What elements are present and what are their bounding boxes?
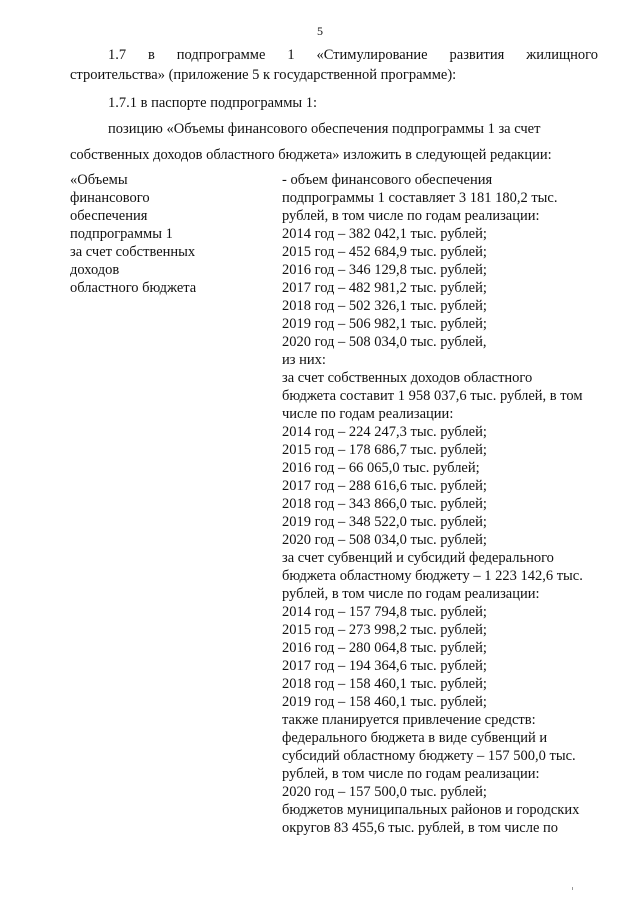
content-line: 2015 год – 452 684,9 тыс. рублей; — [282, 244, 487, 260]
content-line: 2016 год – 346 129,8 тыс. рублей; — [282, 262, 487, 278]
content-line: федерального бюджета в виде субвенций и — [282, 730, 548, 746]
label-line: подпрограммы 1 — [70, 226, 173, 242]
content-line: рублей, в том числе по годам реализации: — [282, 766, 540, 782]
content-line: бюджетов муниципальных районов и городских — [282, 802, 580, 818]
heading-word: в — [148, 47, 155, 63]
content-line: 2019 год – 348 522,0 тыс. рублей; — [282, 514, 487, 530]
scan-mark — [572, 887, 573, 890]
content-line: округов 83 455,6 тыс. рублей, в том числе по — [282, 820, 559, 836]
section-1-7-heading — [108, 46, 598, 64]
heading-word: «Стимулирование — [316, 47, 428, 63]
content-line: также планируется привлечение средств: — [282, 712, 536, 728]
content-line: 2020 год – 508 034,0 тыс. рублей; — [282, 532, 487, 548]
content-line: 2014 год – 157 794,8 тыс. рублей; — [282, 604, 487, 620]
page-number: 5 — [317, 24, 323, 38]
content-line: субсидий областному бюджету – 157 500,0 тыс. — [282, 748, 576, 764]
label-line: «Объемы — [70, 172, 128, 188]
content-line: 2020 год – 157 500,0 тыс. рублей; — [282, 784, 487, 800]
content-line: 2015 год – 178 686,7 тыс. рублей; — [282, 442, 487, 458]
heading-word: развития — [449, 47, 505, 63]
content-line: 2014 год – 382 042,1 тыс. рублей; — [282, 226, 487, 242]
content-line: 2018 год – 502 326,1 тыс. рублей; — [282, 298, 487, 314]
label-line: доходов — [70, 262, 120, 278]
content-line: 2020 год – 508 034,0 тыс. рублей, — [282, 334, 487, 350]
content-line: 2018 год – 343 866,0 тыс. рублей; — [282, 496, 487, 512]
content-line: - объем финансового обеспечения — [282, 172, 493, 188]
content-line: 2018 год – 158 460,1 тыс. рублей; — [282, 676, 487, 692]
content-line: рублей, в том числе по годам реализации: — [282, 586, 540, 602]
content-line: 2016 год – 66 065,0 тыс. рублей; — [282, 460, 480, 476]
content-line: 2014 год – 224 247,3 тыс. рублей; — [282, 424, 487, 440]
content-line: подпрограммы 1 составляет 3 181 180,2 тыс. — [282, 190, 558, 206]
section-1-7-1-heading: 1.7.1 в паспорте подпрограммы 1: — [108, 95, 318, 111]
label-line: областного бюджета — [70, 280, 197, 296]
content-line: бюджета составит 1 958 037,6 тыс. рублей, в том — [282, 388, 583, 404]
position-content — [282, 171, 612, 837]
content-line: за счет субвенций и субсидий федерального — [282, 550, 554, 566]
content-line: 2017 год – 194 364,6 тыс. рублей; — [282, 658, 487, 674]
section-1-7-continuation: строительства» (приложение 5 к государственной программе): — [70, 67, 457, 83]
position-label — [70, 171, 270, 297]
label-line: обеспечения — [70, 208, 148, 224]
content-line: из них: — [282, 352, 326, 368]
content-line: рублей, в том числе по годам реализации: — [282, 208, 540, 224]
content-line: 2019 год – 506 982,1 тыс. рублей; — [282, 316, 487, 332]
label-line: за счет собственных — [70, 244, 196, 260]
content-line: бюджета областному бюджету – 1 223 142,6 тыс. — [282, 568, 583, 584]
heading-word: подпрограмме — [176, 47, 266, 63]
heading-word: 1 — [287, 47, 295, 63]
label-line: финансового — [70, 190, 150, 206]
content-line: за счет собственных доходов областного — [282, 370, 533, 386]
heading-word: жилищного — [526, 47, 598, 63]
heading-word: 1.7 — [108, 47, 127, 63]
content-line: 2015 год – 273 998,2 тыс. рублей; — [282, 622, 487, 638]
instruction-line-1: позицию «Объемы финансового обеспечения подпрограммы 1 за счет — [108, 121, 541, 137]
instruction-line-2: собственных доходов областного бюджета» изложить в следующей редакции: — [70, 147, 552, 163]
content-line: 2019 год – 158 460,1 тыс. рублей; — [282, 694, 487, 710]
content-line: числе по годам реализации: — [282, 406, 454, 422]
content-line: 2016 год – 280 064,8 тыс. рублей; — [282, 640, 487, 656]
content-line: 2017 год – 288 616,6 тыс. рублей; — [282, 478, 487, 494]
content-line: 2017 год – 482 981,2 тыс. рублей; — [282, 280, 487, 296]
